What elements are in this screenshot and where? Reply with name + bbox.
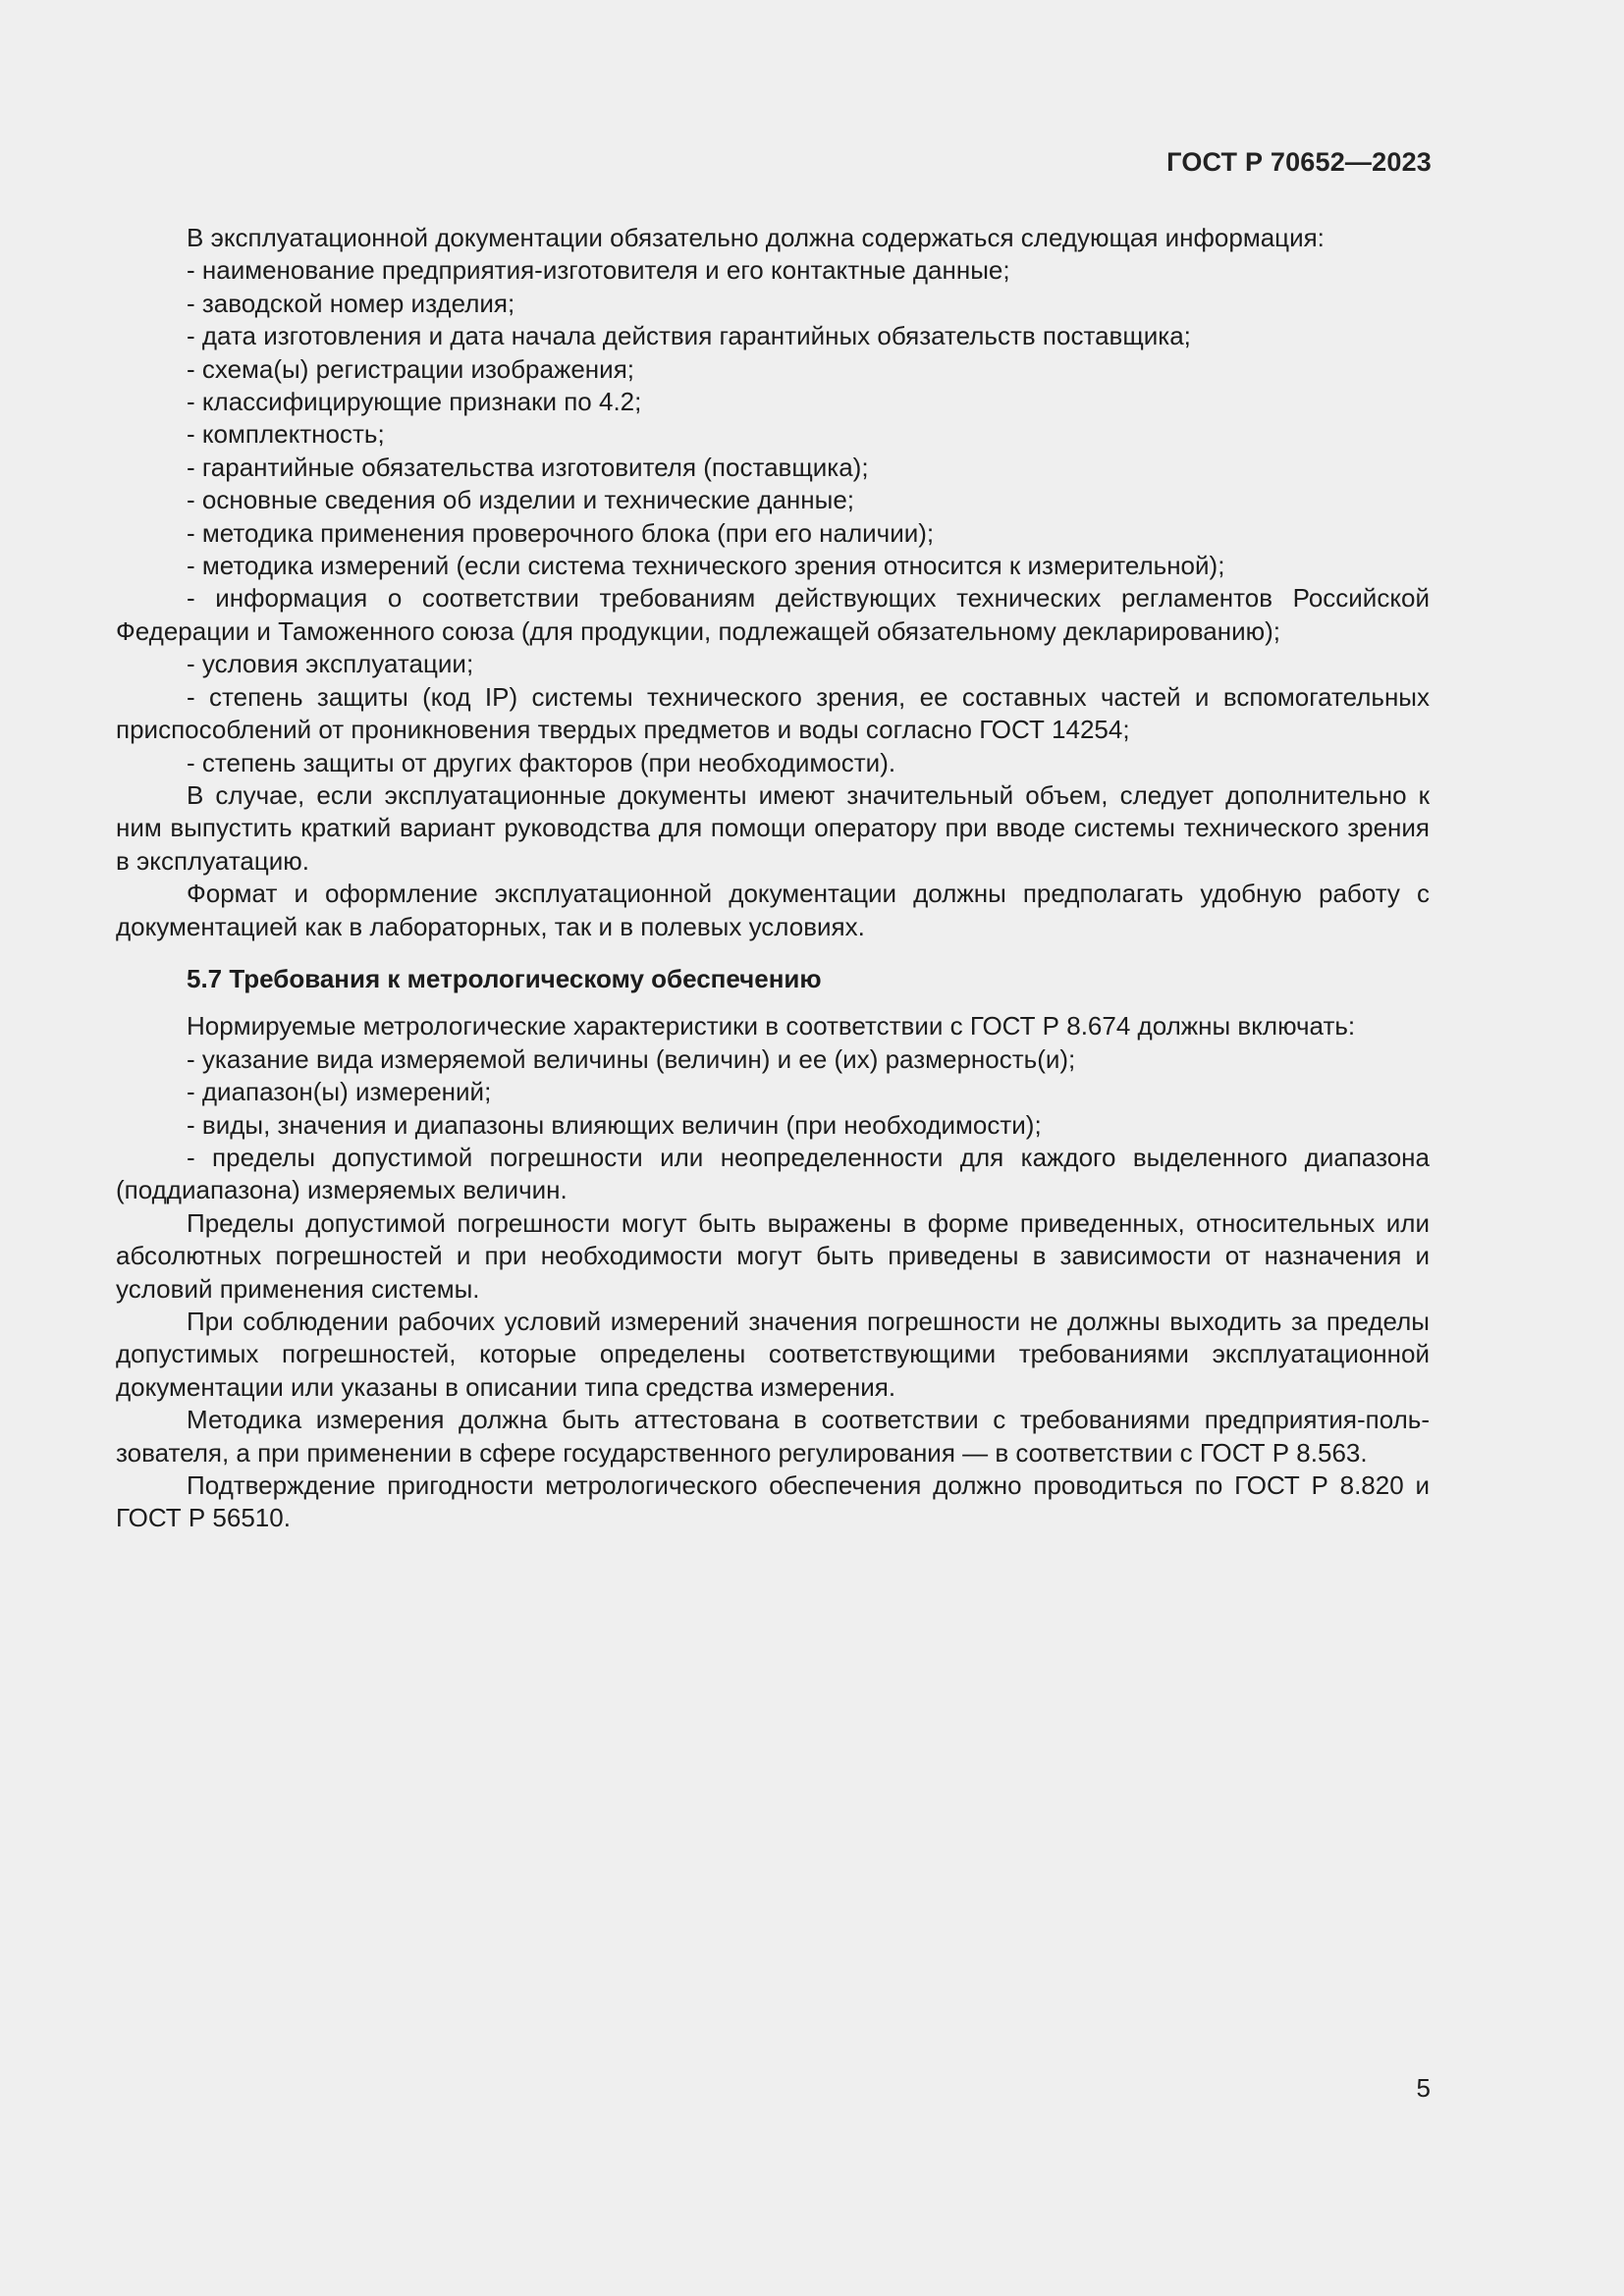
list-item-quantity-type: - указание вида измеряемой величины (величин) и ее (их) размерность(и); [187, 1043, 1076, 1074]
list-item-ip-protection: - степень защиты (код IP) системы технического зрения, ее составных частей и вспомогательных приспособлений от проникновения твердых предметов и воды согласно ГОСТ 14254; [116, 681, 1430, 745]
list-item-regulations: - информация о соответствии требованиям действующих технических регламентов Российской Федерации и Таможенного союза (для продукции, подлежащей обязательному декларированию); [116, 583, 1430, 646]
list-item-completeness: - комплектность; [187, 419, 385, 450]
paragraph-method-certification: Методика измерения должна быть аттестована в соответствии с требованиями предприятия-пользователя, а при применении в сфере государственного регулирования — в соответствии с ГОСТ Р 8.563. [116, 1405, 1430, 1468]
list-item-manufacturer: - наименование предприятия-изготовителя и его контактные данные; [187, 255, 1010, 286]
list-item-measurement-range: - диапазон(ы) измерений; [187, 1077, 492, 1107]
list-item-influencing-quantities: - виды, значения и диапазоны влияющих величин (при необходимости); [187, 1109, 1042, 1140]
section-heading-5-7: 5.7 Требования к метрологическому обеспечению [187, 963, 822, 993]
document-code-header: ГОСТ Р 70652—2023 [1166, 147, 1432, 177]
list-item-registration-scheme: - схема(ы) регистрации изображения; [187, 353, 634, 384]
paragraph-metrological-characteristics: Нормируемые метрологические характеристики в соответствии с ГОСТ Р 8.674 должны включать: [187, 1011, 1356, 1041]
list-item-classification: - классифицирующие признаки по 4.2; [187, 387, 642, 417]
list-item-error-limits: - пределы допустимой погрешности или неопределенности для каждого выделенного диапазона (поддиапазона) измеряемых величин. [116, 1142, 1430, 1205]
paragraph-suitability-confirmation: Подтверждение пригодности метрологического обеспечения должно проводиться по ГОСТ Р 8.820 и ГОСТ Р 56510. [116, 1470, 1430, 1533]
document-body [116, 222, 1430, 1535]
list-item-warranty: - гарантийные обязательства изготовителя (поставщика); [187, 452, 869, 482]
list-item-verification-block: - методика применения проверочного блока (при его наличии); [187, 517, 935, 548]
list-item-manufacture-date: - дата изготовления и дата начала действия гарантийных обязательств поставщика; [187, 321, 1191, 351]
paragraph-intro: В эксплуатационной документации обязательно должна содержаться следующая информация: [187, 223, 1325, 252]
list-item-technical-data: - основные сведения об изделии и технические данные; [187, 485, 855, 515]
page-number: 5 [1416, 2073, 1431, 2103]
list-item-serial-number: - заводской номер изделия; [187, 288, 515, 318]
paragraph-error-forms: Пределы допустимой погрешности могут быть выражены в форме приведенных, относительных или абсолютных погрешностей и при необходимости могут быть приведены в зависимости от назначения и условий применения системы. [116, 1207, 1430, 1304]
paragraph-operating-conditions-errors: При соблюдении рабочих условий измерений значения погрешности не должны выходить за пределы допустимых погрешностей, которые определены соответствующими требованиями эксплуатационной документации или указаны в описании типа средства измерения. [116, 1307, 1430, 1402]
list-item-other-protection: - степень защиты от других факторов (при необходимости). [187, 747, 896, 777]
list-item-operating-conditions: - условия эксплуатации; [187, 649, 474, 679]
list-item-measurement-method: - методика измерений (если система технического зрения относится к измерительной); [187, 551, 1225, 581]
paragraph-short-manual: В случае, если эксплуатационные документы имеют значительный объем, следует дополнительно к ним выпустить краткий вариант руководства для помощи оператору при вводе системы технического зрения в эксплуатацию. [116, 779, 1430, 876]
paragraph-format: Формат и оформление эксплуатационной документации должны предполагать удобную работу с документацией как в лабораторных, так и в полевых условиях. [116, 879, 1430, 941]
